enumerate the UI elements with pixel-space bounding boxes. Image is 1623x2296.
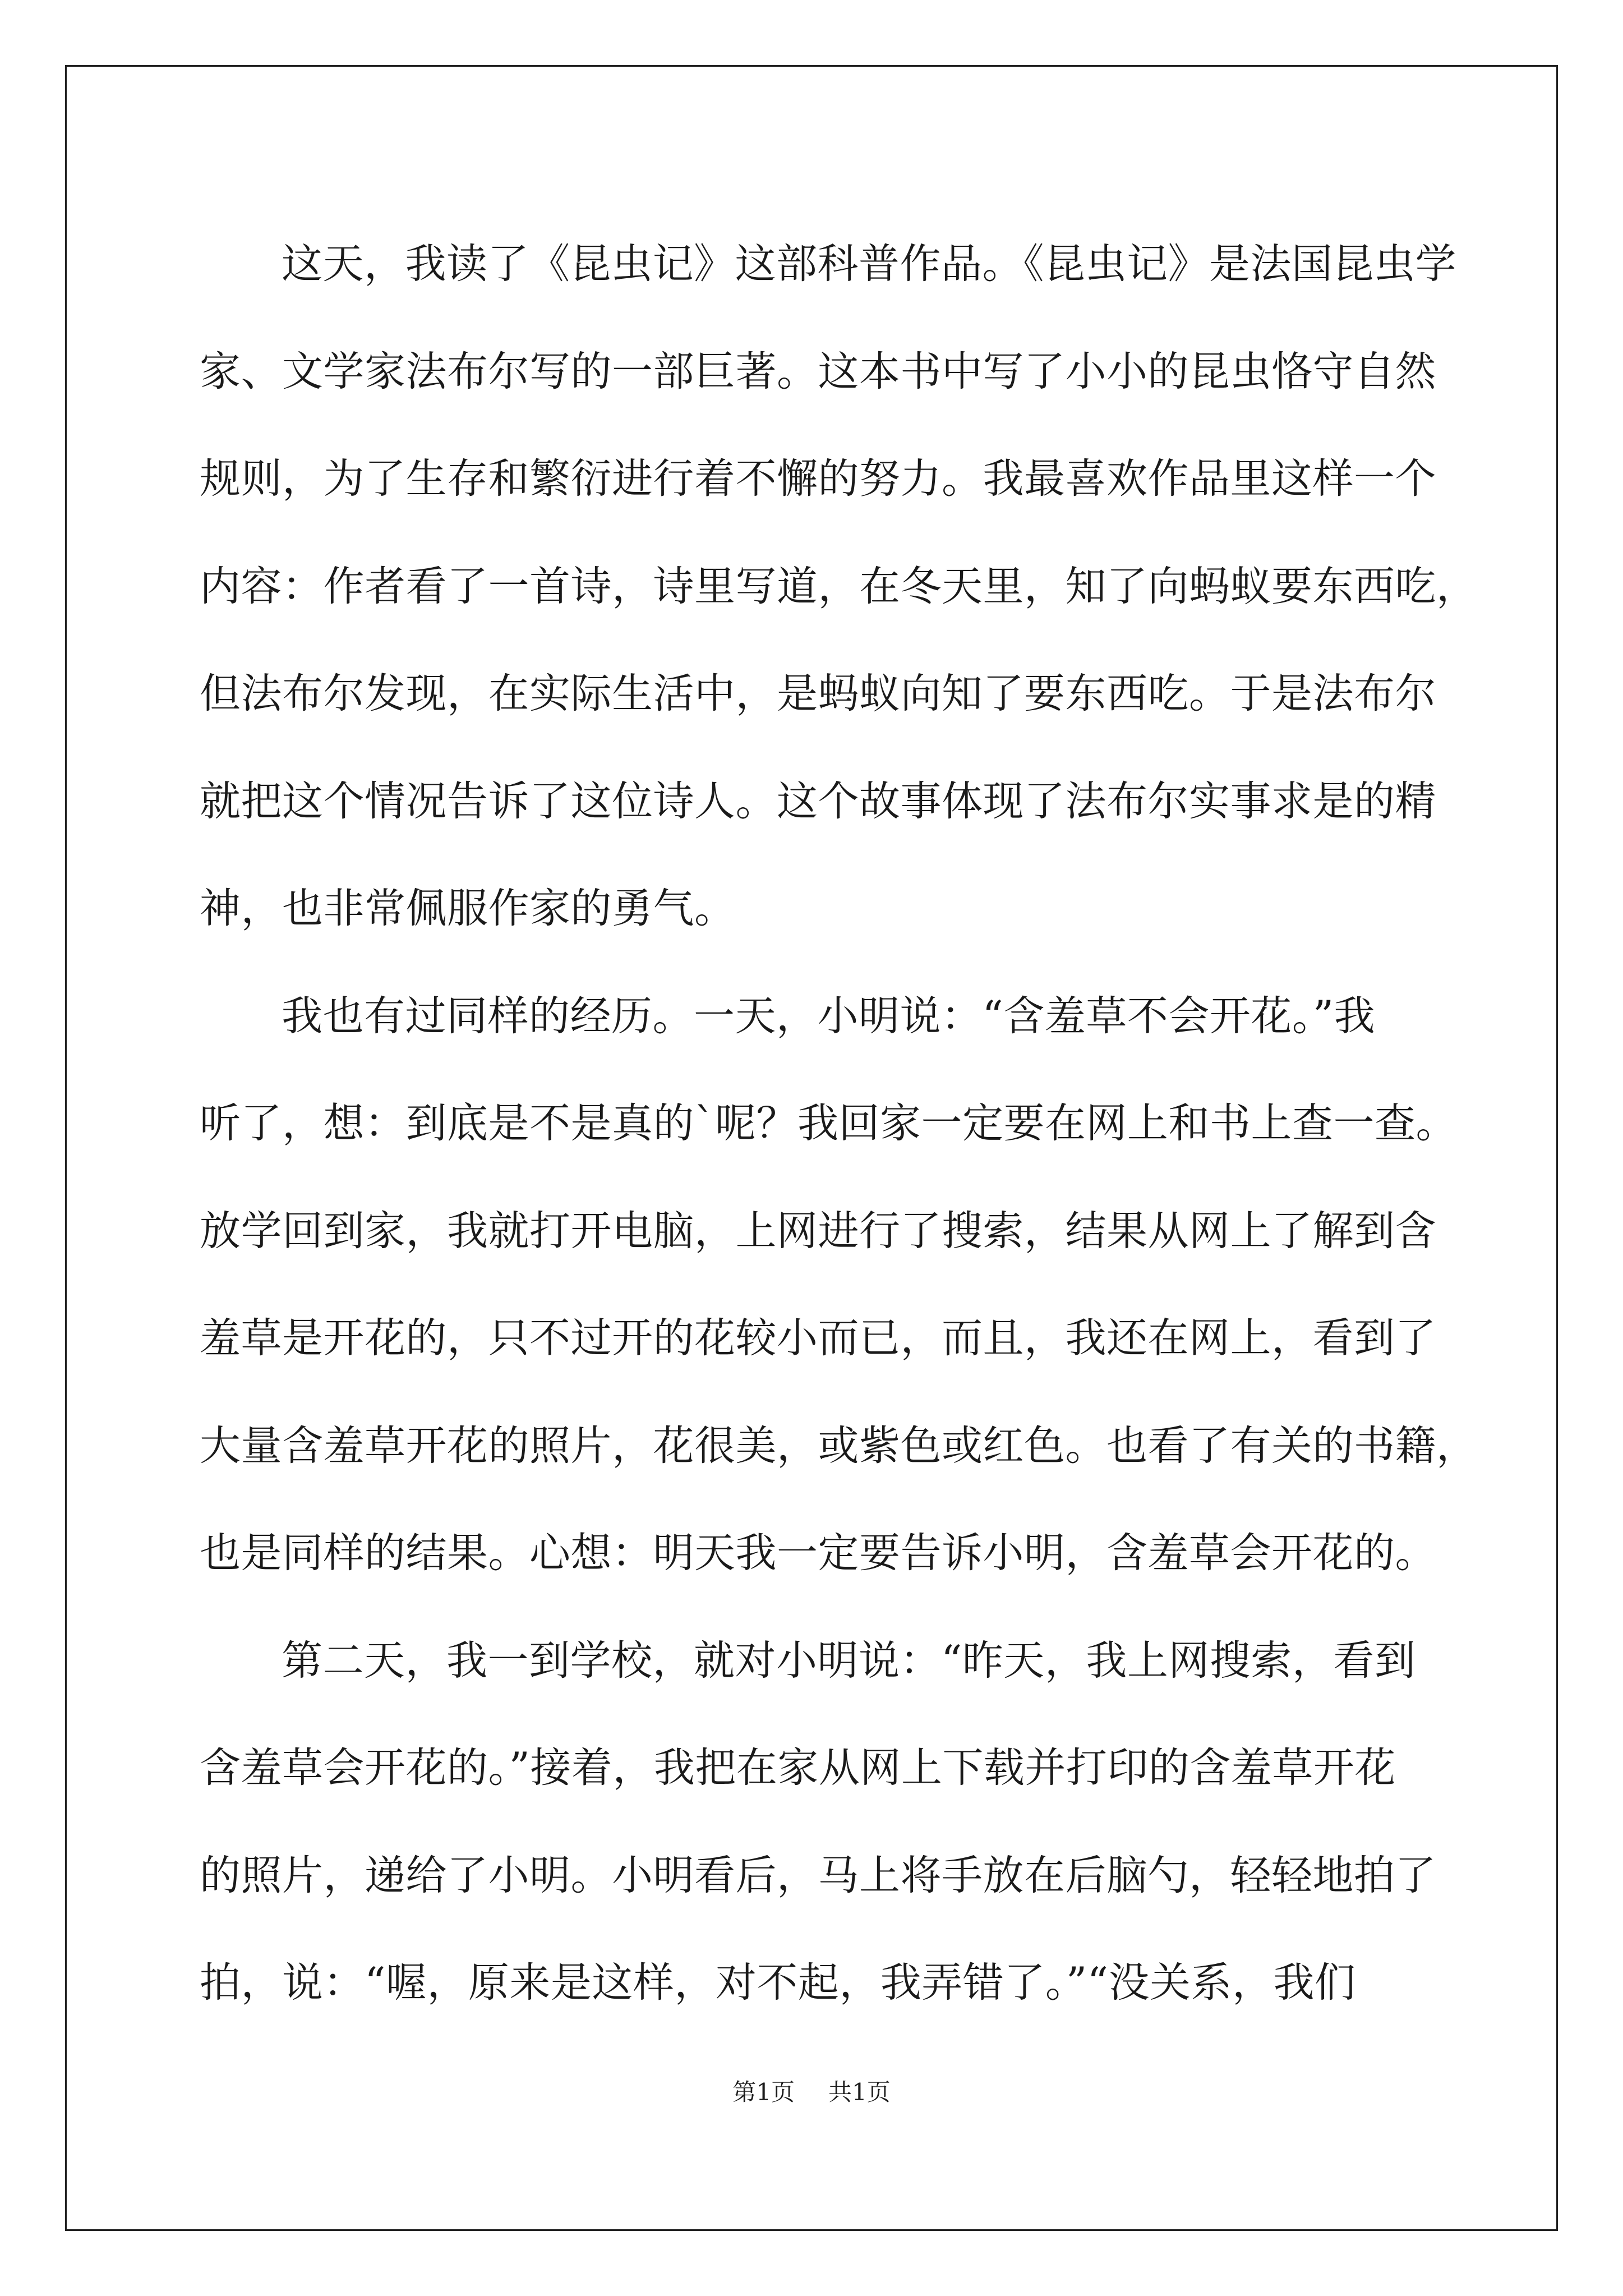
paragraph-2-line-2: 听了，想：到底是不是真的`呢？我回家一定要在网上和书上查一查。: [200, 1099, 1457, 1147]
paragraph-2-line-5: 大量含羞草开花的照片，花很美，或紫色或红色。也看了有关的书籍，: [200, 1421, 1478, 1470]
paragraph-3-line-3: 的照片，递给了小明。小明看后，马上将手放在后脑勺，轻轻地拍了: [200, 1851, 1436, 1899]
page-number: 第1页: [732, 2078, 795, 2106]
paragraph-1-line-6: 就把这个情况告诉了这位诗人。这个故事体现了法布尔实事求是的精: [200, 777, 1436, 825]
page-total: 共1页: [828, 2078, 891, 2106]
paragraph-2-line-1: 我也有过同样的经历。一天，小明说：“含羞草不会开花。”我: [282, 992, 1376, 1040]
paragraph-2-line-6: 也是同样的结果。心想：明天我一定要告诉小明，含羞草会开花的。: [200, 1529, 1436, 1577]
paragraph-2-line-3: 放学回到家，我就打开电脑，上网进行了搜索，结果从网上了解到含: [200, 1207, 1436, 1255]
paragraph-1-line-1: 这天，我读了《昆虫记》这部科普作品。《昆虫记》是法国昆虫学: [282, 240, 1456, 288]
paragraph-2-line-4: 羞草是开花的，只不过开的花较小而已，而且，我还在网上，看到了: [200, 1314, 1436, 1362]
paragraph-3-line-1: 第二天，我一到学校，就对小明说：“昨天，我上网搜索，看到: [282, 1636, 1416, 1685]
paragraph-3-line-4: 拍，说：“喔，原来是这样，对不起，我弄错了。”“没关系，我们: [200, 1959, 1356, 2007]
paragraph-1-line-5: 但法布尔发现，在实际生活中，是蚂蚁向知了要东西吃。于是法布尔: [200, 670, 1436, 717]
paragraph-1-line-2: 家、文学家法布尔写的一部巨著。这本书中写了小小的昆虫恪守自然: [200, 347, 1436, 395]
document-body: [200, 210, 1478, 2037]
paragraph-1-line-3: 规则，为了生存和繁衍进行着不懈的努力。我最喜欢作品里这样一个: [200, 455, 1436, 503]
paragraph-3-line-2: 含羞草会开花的。”接着，我把在家从网上下载并打印的含羞草开花: [200, 1744, 1396, 1792]
page-footer: [0, 2076, 1623, 2109]
paragraph-1-line-7: 神，也非常佩服作家的勇气。: [200, 885, 736, 932]
paragraph-1-line-4: 内容：作者看了一首诗，诗里写道，在冬天里，知了向蚂蚁要东西吃，: [200, 562, 1478, 610]
